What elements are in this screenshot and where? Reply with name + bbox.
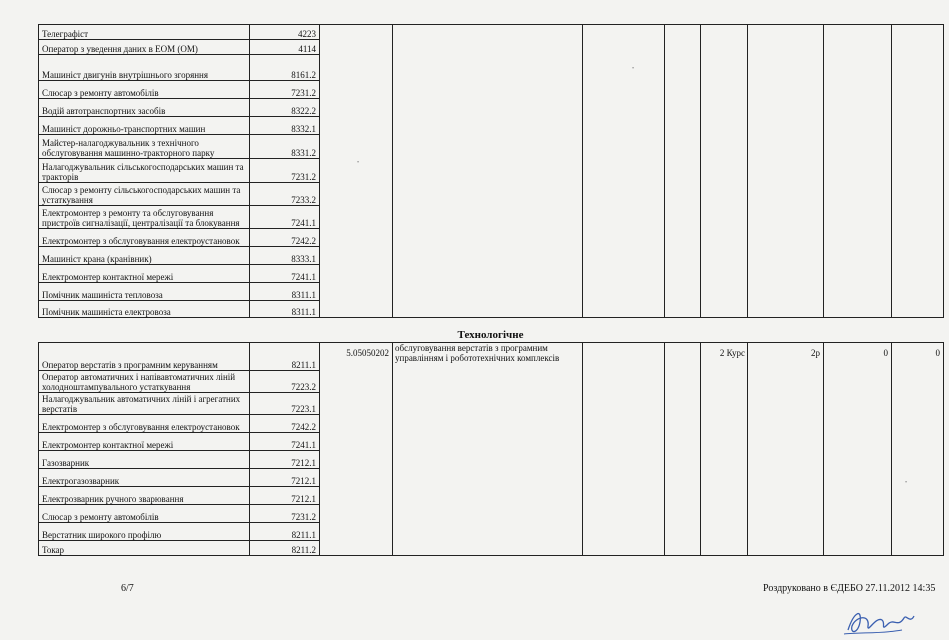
study-form [701,55,748,81]
study-form [701,469,748,487]
page-number: 6/7 [121,583,134,594]
table-row [39,265,944,283]
profession-name: Електрозварник ручного зварювання [39,487,250,505]
specialty-code: 5.05050202 [320,343,393,371]
study-term [748,25,824,40]
training-program [393,25,583,40]
study-term [748,99,824,117]
value-b [892,451,944,469]
study-term [748,265,824,283]
profession-name: Електромонтер контактної мережі [39,433,250,451]
study-term [748,183,824,206]
empty-cell [665,371,701,393]
study-term: 2р [748,343,824,371]
study-form [701,487,748,505]
empty-cell [583,229,665,247]
table-row [39,159,944,183]
specialty-code [320,40,393,55]
study-term [748,135,824,159]
training-program [393,469,583,487]
profession-name: Оператор верстатів з програмним керуванням [39,343,250,371]
profession-name: Машиніст дорожньо-транспортних машин [39,117,250,135]
profession-code: 8211.2 [250,541,320,556]
table-row [39,247,944,265]
profession-name: Електрогазозварник [39,469,250,487]
specialty-code [320,99,393,117]
value-a [824,81,892,99]
value-b [892,487,944,505]
value-b [892,265,944,283]
empty-cell [665,415,701,433]
study-form [701,541,748,556]
training-program [393,265,583,283]
empty-cell [665,343,701,371]
specialty-code [320,523,393,541]
specialty-code [320,25,393,40]
profession-name: Машиніст крана (кранівник) [39,247,250,265]
empty-cell [583,469,665,487]
specialty-code [320,451,393,469]
value-b [892,117,944,135]
specialty-code [320,117,393,135]
empty-cell [665,135,701,159]
value-a [824,99,892,117]
specialty-code [320,505,393,523]
value-b [892,81,944,99]
profession-code: 7242.2 [250,229,320,247]
study-form [701,229,748,247]
table-row [39,25,944,40]
training-program [393,183,583,206]
specialty-code [320,247,393,265]
specialty-code [320,81,393,99]
specialty-code [320,433,393,451]
value-b [892,40,944,55]
table2-body [39,343,944,556]
study-form [701,283,748,301]
table-row [39,206,944,229]
table-row [39,301,944,318]
training-program [393,40,583,55]
empty-cell [665,469,701,487]
empty-cell [583,371,665,393]
scan-speck: • [632,66,635,72]
empty-cell [583,415,665,433]
professions-table-transport [38,24,944,318]
value-b [892,229,944,247]
value-a [824,283,892,301]
empty-cell [583,25,665,40]
study-form [701,265,748,283]
study-term [748,505,824,523]
profession-name: Електромонтер контактної мережі [39,265,250,283]
value-b [892,393,944,415]
empty-cell [665,40,701,55]
profession-name: Помічник машиніста електровоза [39,301,250,318]
study-term [748,55,824,81]
profession-code: 7223.2 [250,371,320,393]
training-program [393,505,583,523]
table-row [39,183,944,206]
profession-code: 7241.1 [250,433,320,451]
empty-cell [583,265,665,283]
profession-name: Оператор з уведення даних в ЕОМ (ОМ) [39,40,250,55]
profession-name: Помічник машиніста тепловоза [39,283,250,301]
profession-name: Слюсар з ремонту автомобілів [39,505,250,523]
study-term [748,206,824,229]
empty-cell [665,159,701,183]
study-term [748,523,824,541]
training-program [393,206,583,229]
value-a [824,541,892,556]
empty-cell [665,81,701,99]
empty-cell [665,505,701,523]
study-form [701,393,748,415]
study-form [701,505,748,523]
table-row [39,81,944,99]
table-row [39,469,944,487]
study-term [748,541,824,556]
training-program [393,433,583,451]
empty-cell [665,99,701,117]
table-row [39,135,944,159]
profession-code: 7212.1 [250,451,320,469]
scan-speck: • [357,160,360,166]
empty-cell [583,343,665,371]
value-a [824,505,892,523]
empty-cell [665,301,701,318]
specialty-code [320,301,393,318]
study-term [748,451,824,469]
empty-cell [583,40,665,55]
empty-cell [583,81,665,99]
training-program [393,523,583,541]
study-term [748,229,824,247]
study-form: 2 Курс [701,343,748,371]
study-form [701,159,748,183]
study-form [701,183,748,206]
print-stamp: Роздруковано в ЄДЕБО 27.11.2012 14:35 [763,583,936,594]
specialty-code [320,265,393,283]
table-row [39,229,944,247]
value-a [824,487,892,505]
empty-cell [665,283,701,301]
value-b [892,55,944,81]
value-b [892,283,944,301]
empty-cell [583,523,665,541]
value-a: 0 [824,343,892,371]
value-b [892,135,944,159]
value-a [824,523,892,541]
empty-cell [583,183,665,206]
empty-cell [665,247,701,265]
profession-code: 7233.2 [250,183,320,206]
table1-body [39,25,944,318]
empty-cell [665,393,701,415]
empty-cell [583,206,665,229]
training-program [393,541,583,556]
study-term [748,40,824,55]
empty-cell [583,541,665,556]
training-program: обслуговування верстатів з програмним управлінням і робототехнічних комплексів [393,343,583,371]
value-a [824,451,892,469]
training-program [393,135,583,159]
empty-cell [583,159,665,183]
scan-speck: • [905,480,908,486]
training-program [393,229,583,247]
empty-cell [665,55,701,81]
specialty-code [320,159,393,183]
specialty-code [320,206,393,229]
study-form [701,451,748,469]
profession-code: 7231.2 [250,159,320,183]
study-term [748,487,824,505]
value-b [892,301,944,318]
training-program [393,159,583,183]
profession-code: 8311.1 [250,283,320,301]
profession-name: Електромонтер з обслуговування електроустановок [39,229,250,247]
study-term [748,433,824,451]
empty-cell [583,451,665,469]
specialty-code [320,283,393,301]
profession-code: 8211.1 [250,523,320,541]
study-form [701,301,748,318]
profession-code: 7241.1 [250,206,320,229]
study-form [701,433,748,451]
specialty-code [320,135,393,159]
profession-code: 8333.1 [250,247,320,265]
table-row [39,393,944,415]
profession-code: 4223 [250,25,320,40]
empty-cell [583,55,665,81]
profession-name: Налагоджувальник сільськогосподарських машин та тракторів [39,159,250,183]
value-a [824,25,892,40]
empty-cell [583,301,665,318]
value-a [824,265,892,283]
training-program [393,451,583,469]
study-term [748,371,824,393]
value-a [824,469,892,487]
profession-name: Верстатник широкого профілю [39,523,250,541]
value-a [824,415,892,433]
study-form [701,135,748,159]
empty-cell [583,117,665,135]
table-row [39,40,944,55]
value-b [892,505,944,523]
value-b [892,99,944,117]
value-b [892,371,944,393]
table-row [39,371,944,393]
value-a [824,247,892,265]
value-a [824,229,892,247]
profession-name: Налагоджувальник автоматичних ліній і агрегатних верстатів [39,393,250,415]
profession-code: 8332.1 [250,117,320,135]
table-row [39,55,944,81]
empty-cell [583,487,665,505]
study-term [748,469,824,487]
profession-name: Електромонтер з обслуговування електроустановок [39,415,250,433]
training-program [393,283,583,301]
study-term [748,301,824,318]
profession-code: 7223.1 [250,393,320,415]
professions-table-technological [38,342,944,556]
profession-name: Електромонтер з ремонту та обслуговування пристроїв сигналізації, централізації та блокування [39,206,250,229]
value-b [892,159,944,183]
specialty-code [320,229,393,247]
profession-name: Токар [39,541,250,556]
empty-cell [665,523,701,541]
value-b [892,433,944,451]
value-b [892,247,944,265]
value-b [892,469,944,487]
profession-name: Телеграфіст [39,25,250,40]
specialty-code [320,371,393,393]
empty-cell [665,206,701,229]
empty-cell [583,99,665,117]
empty-cell [665,265,701,283]
profession-code: 8311.1 [250,301,320,318]
empty-cell [583,283,665,301]
specialty-code [320,55,393,81]
profession-name: Слюсар з ремонту автомобілів [39,81,250,99]
training-program [393,371,583,393]
empty-cell [665,229,701,247]
specialty-code [320,415,393,433]
table-row [39,487,944,505]
section-title: Технологічне [457,329,524,341]
value-b: 0 [892,343,944,371]
profession-code: 7212.1 [250,487,320,505]
value-b [892,206,944,229]
training-program [393,301,583,318]
table-row [39,99,944,117]
profession-name: Майстер-налагоджувальник з технічного обслуговування машинно-тракторного парку [39,135,250,159]
profession-code: 4114 [250,40,320,55]
value-a [824,55,892,81]
training-program [393,117,583,135]
training-program [393,487,583,505]
table-row [39,523,944,541]
profession-code: 7231.2 [250,81,320,99]
profession-code: 7242.2 [250,415,320,433]
profession-name: Оператор автоматичних і напівавтоматичних ліній холодноштампувального устаткування [39,371,250,393]
profession-code: 8161.2 [250,55,320,81]
value-a [824,393,892,415]
value-a [824,159,892,183]
study-form [701,40,748,55]
study-form [701,415,748,433]
empty-cell [583,505,665,523]
study-term [748,81,824,99]
specialty-code [320,183,393,206]
study-term [748,117,824,135]
profession-name: Газозварник [39,451,250,469]
empty-cell [583,393,665,415]
study-form [701,523,748,541]
study-term [748,159,824,183]
table-row [39,117,944,135]
empty-cell [665,451,701,469]
study-form [701,25,748,40]
table-row [39,343,944,371]
value-b [892,541,944,556]
empty-cell [665,541,701,556]
value-a [824,135,892,159]
training-program [393,81,583,99]
study-form [701,371,748,393]
value-b [892,523,944,541]
table-row [39,283,944,301]
value-a [824,301,892,318]
empty-cell [583,135,665,159]
value-a [824,371,892,393]
table-row [39,433,944,451]
empty-cell [665,487,701,505]
table-row [39,541,944,556]
profession-name: Слюсар з ремонту сільськогосподарських машин та устаткування [39,183,250,206]
study-form [701,81,748,99]
training-program [393,393,583,415]
empty-cell [665,433,701,451]
empty-cell [665,183,701,206]
profession-code: 8211.1 [250,343,320,371]
training-program [393,99,583,117]
study-term [748,283,824,301]
study-form [701,206,748,229]
value-b [892,25,944,40]
training-program [393,55,583,81]
profession-code: 7241.1 [250,265,320,283]
empty-cell [583,247,665,265]
training-program [393,415,583,433]
empty-cell [665,25,701,40]
profession-name: Машиніст двигунів внутрішнього згоряння [39,55,250,81]
training-program [393,247,583,265]
study-form [701,117,748,135]
value-a [824,206,892,229]
value-a [824,183,892,206]
profession-name: Водій автотранспортних засобів [39,99,250,117]
specialty-code [320,393,393,415]
profession-code: 8331.2 [250,135,320,159]
value-a [824,433,892,451]
table-row [39,415,944,433]
value-a [824,117,892,135]
empty-cell [665,117,701,135]
empty-cell [583,433,665,451]
signature-icon [840,604,920,638]
table-row [39,505,944,523]
specialty-code [320,469,393,487]
profession-code: 7212.1 [250,469,320,487]
study-form [701,247,748,265]
study-form [701,99,748,117]
study-term [748,247,824,265]
specialty-code [320,541,393,556]
profession-code: 8322.2 [250,99,320,117]
value-b [892,415,944,433]
study-term [748,415,824,433]
profession-code: 7231.2 [250,505,320,523]
table-row [39,451,944,469]
value-b [892,183,944,206]
specialty-code [320,487,393,505]
study-term [748,393,824,415]
value-a [824,40,892,55]
